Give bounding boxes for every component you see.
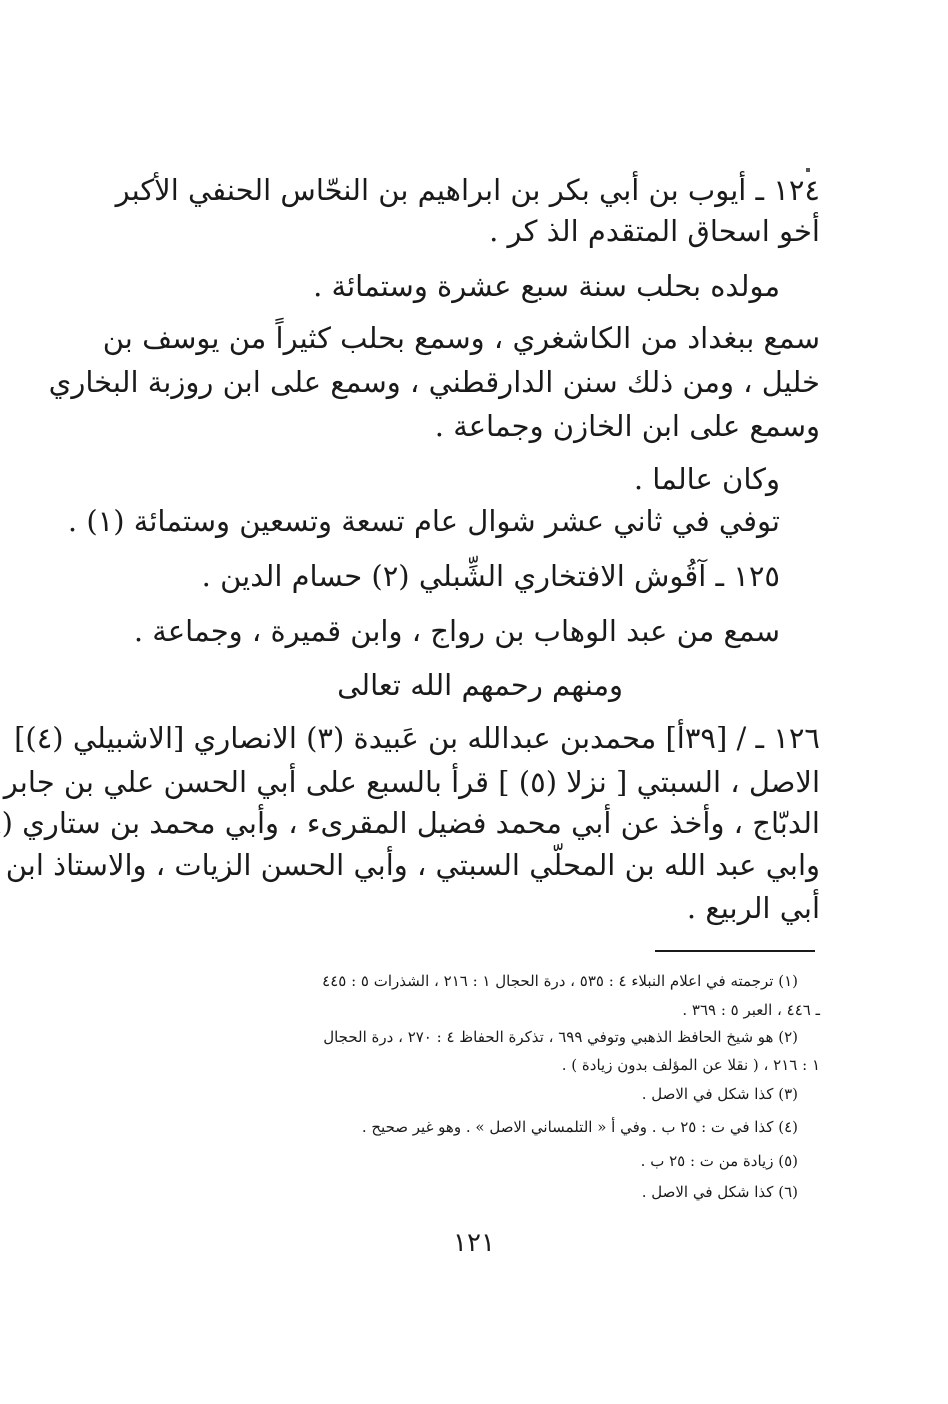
footnote-4: (٤) كذا في ت : ٢٥ ب . وفي أ « التلمساني الاصل » . وهو غير صحيح . bbox=[361, 1118, 798, 1136]
footnote-3: (٣) كذا شكل في الاصل . bbox=[641, 1085, 798, 1103]
entry-126-line-3: الدبّاج ، وأخذ عن أبي محمد فضيل المقرىء ، وأبي محمد بن ستاري ( bbox=[1, 806, 820, 840]
footnote-1b: ـ ٤٤٦ ، العبر ٥ : ٣٦٩ . bbox=[682, 1001, 820, 1019]
footnote-2a: (٢) هو شيخ الحافظ الذهبي وتوفي ٦٩٩ ، تذكرة الحفاظ ٤ : ٢٧٠ ، درة الحجال bbox=[323, 1028, 798, 1046]
footnote-2b: ١ : ٢١٦ ، ( نقلا عن المؤلف بدون زيادة ) . bbox=[561, 1056, 820, 1074]
entry-125-line-2: سمع من عبد الوهاب بن رواج ، وابن قميرة ، وجماعة . bbox=[133, 614, 780, 648]
footnote-divider bbox=[655, 950, 815, 952]
entry-125-line-1: ١٢٥ ـ آقُوش الافتخاري الشِّبلي (٢) حسام الدين . bbox=[201, 559, 780, 593]
footnote-1a: (١) ترجمته في اعلام النبلاء ٤ : ٥٣٥ ، درة الحجال ١ : ٢١٦ ، الشذرات ٥ : ٤٤٥ bbox=[322, 972, 798, 990]
entry-124-line-5: خليل ، ومن ذلك سنن الدارقطني ، وسمع على ابن روزبة البخاري bbox=[48, 365, 820, 399]
entry-126-line-2: الاصل ، السبتي [ نزلا (٥) ] قرأ بالسبع على أبي الحسن علي بن جابر bbox=[3, 765, 820, 799]
entry-124-line-3: مولده بحلب سنة سبع عشرة وستمائة . bbox=[313, 269, 780, 303]
page-number: ١٢١ bbox=[453, 1228, 495, 1258]
entry-124-line-2: أخو اسحاق المتقدم الذ كر . bbox=[489, 214, 820, 248]
entry-124-line-6: وسمع على ابن الخازن وجماعة . bbox=[434, 409, 820, 443]
footnote-5: (٥) زيادة من ت : ٢٥ ب . bbox=[640, 1152, 798, 1170]
section-heading: ومنهم رحمهم الله تعالى bbox=[337, 668, 623, 702]
entry-124-line-4: سمع ببغداد من الكاشغري ، وسمع بحلب كثيراً من يوسف بن bbox=[102, 321, 820, 355]
entry-126-line-1: ١٢٦ ـ / [٣٩أ] محمدبن عبدالله بن عَبيدة (٣) الانصاري [الاشبيلي (٤)] bbox=[14, 721, 820, 755]
entry-124-line-7: وكان عالما . bbox=[633, 462, 780, 496]
entry-126-line-4: وابي عبد الله بن المحلّي السبتي ، وأبي الحسن الزيات ، والاستاذ ابن bbox=[5, 848, 820, 882]
entry-124-line-1: ١٢٤ ـ أيوب بن أبي بكر بن ابراهيم بن النحّاس الحنفي الأكبر bbox=[115, 173, 820, 207]
entry-126-line-5: أبي الربيع . bbox=[686, 891, 820, 925]
entry-124-line-8: توفي في ثاني عشر شوال عام تسعة وتسعين وستمائة (١) . bbox=[67, 504, 780, 538]
footnote-6: (٦) كذا شكل في الاصل . bbox=[641, 1183, 798, 1201]
